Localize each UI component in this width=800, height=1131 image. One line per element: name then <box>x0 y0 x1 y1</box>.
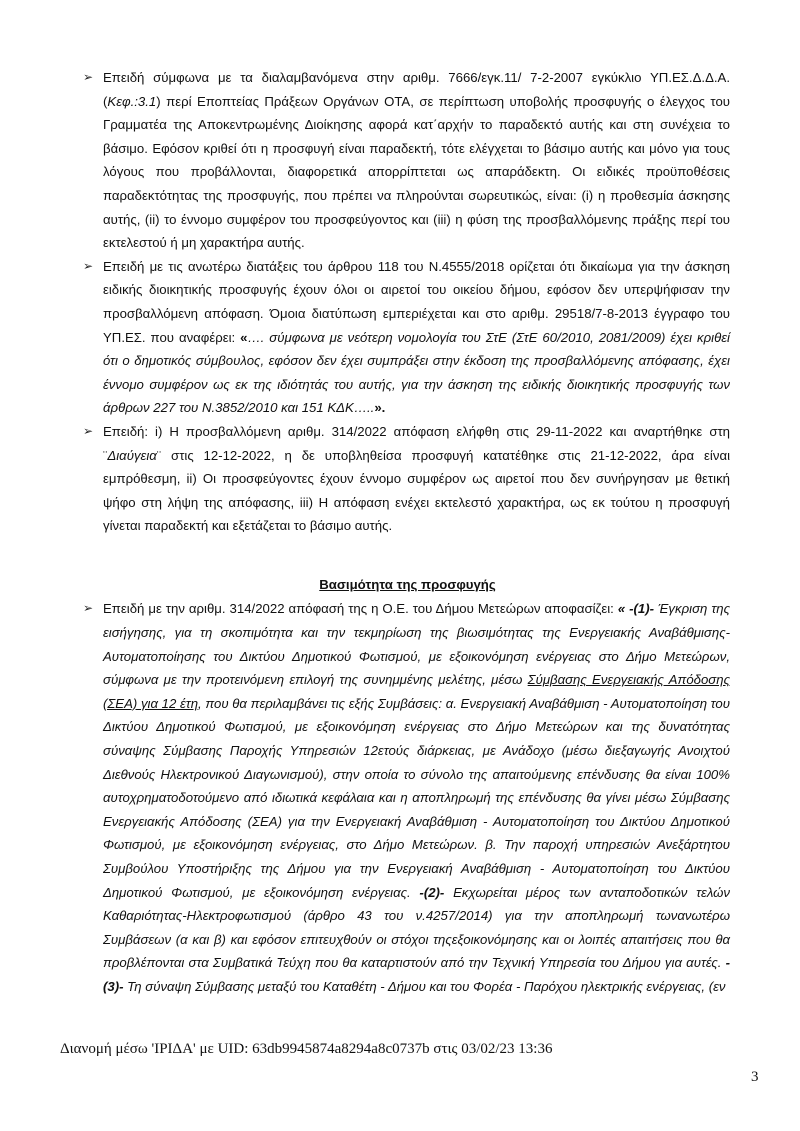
bullet-paragraph <box>85 597 730 998</box>
paragraph-text <box>103 255 730 420</box>
document-body <box>85 66 730 999</box>
arrow-bullet-icon: ➢ <box>83 258 94 273</box>
bullet-paragraph <box>85 66 730 255</box>
text-run: Επειδή με τις ανωτέρω διατάξεις του άρθρου 118 του Ν.4555/2018 ορίζεται ότι δικαίωμα για την άσκηση ειδικής διοικητικής προσφυγής έχουν όλοι οι αιρετοί του οικείου δήμου, εφόσον δεν υπερψήφισαν την προσβαλλόμενη απόφαση. Όμοια διατύπωση εμπεριέχεται και στο αριθμ. 29518/7-8-2013 έγγραφο του ΥΠ.ΕΣ. που αναφέρει: <box>103 258 730 345</box>
admissibility-section <box>85 66 730 538</box>
text-run: Έγκριση της εισήγησης, για τη σκοπιμότητα και την τεκμηρίωση της βιωσιμότητας της Ενεργειακής Αναβάθμισης-Αυτοματοποίησης του Δικτύου Δημοτικού Φωτισμού, με εξοικονόμηση ενέργειας στο Δήμο Μετεώρων, σύμφωνα με την προτεινόμενη επιλογή της συνημμένης μελέτης, μέσω <box>103 601 730 688</box>
text-run: Εκχωρείται μέρος των ανταποδοτικών τελών Καθαριότητας-Ηλεκτροφωτισμού (άρθρο 43 του ν.4257/2014) για την αποπληρωμή τωνανωτέρω Συμβάσεων (α και β) και εφόσον επιτευχθούν οι στόχοι τηςεξοικονόμησης και οι λοιπές απαιτήσεις που θα προβλέπονται στα Συμβατικά Τεύχη που θα καταρτιστούν από την Τεχνική Υπηρεσία του Δήμου για αυτές. <box>103 884 730 971</box>
text-run: , που θα περιλαμβάνει τις εξής Συμβάσεις: α. Ενεργειακή Αναβάθμιση - Αυτοματοποίηση του Δικτύου Δημοτικού Φωτισμού, με εξοικονόμηση ενέργειας στο Δήμο Μετεώρων και της δυνατότητας σύναψης Σύμβασης Παροχής Υπηρεσιών 12ετούς διάρκειας, με Ανάδοχο (μέσω διεξαγωγής Ανοιχτού Διεθνούς Ηλεκτρονικού Διαγωνισμού), στην οποία το σύνολο της απαιτούμενης επένδυσης θα είναι 100% αυτοχρηματοδοτούμενο από ιδιωτικά κεφάλαια και η αποπληρωμή της επένδυσης θα γίνει μέσω Σύμβασης Ενεργειακής Απόδοσης (ΣΕΑ) για την Ενεργειακή Αναβάθμιση - Αυτοματοποίηση του Δικτύου Δημοτικού Φωτισμού, με εξοικονόμηση ενέργειας, στο Δήμο Μετεώρων. β. Την παροχή υπηρεσιών Ανεξάρτητου Συμβούλου Υποστήριξης της Δήμου για την Ενεργειακή Αναβάθμιση - Αυτοματοποίηση του Δικτύου Δημοτικού Φωτισμού, με εξοικονόμηση ενέργειας. <box>103 695 731 900</box>
text-run: ». <box>374 400 386 416</box>
text-run: -(3)- <box>103 955 730 994</box>
arrow-bullet-icon: ➢ <box>83 70 94 84</box>
section-spacer <box>85 538 730 573</box>
text-run: « <box>240 329 248 345</box>
bullet-paragraph <box>85 420 730 538</box>
text-run: Επειδή με την αριθμ. 314/2022 απόφασή της η Ο.Ε. του Δήμου Μετεώρων αποφασίζει: <box>103 601 618 617</box>
text-run: ) περί Εποπτείας Πράξεων Οργάνων ΟΤΑ, σε περίπτωση υποβολής προσφυγής ο έλεγχος του Γραμματέα της Αποκεντρωμένης Διοίκησης αφορά κατ΄αρχήν το παραδεκτό αυτής και στη συνέχεια το βάσιμο. Εφόσον κριθεί ότι η προσφυγή είναι παραδεκτή, τότε ελέγχεται το βάσιμο αυτής και μόνο για τους λόγους που προβάλλονται, διαφορετικά απορρίπτεται ως απαράδεκτη. Οι ειδικές προϋποθέσεις παραδεκτότητας της προσφυγής, που πρέπει να πληρούνται σωρευτικώς, είναι: (i) η προθεσμία άσκησης αυτής, (ii) το έννομο συμφέρον του προσφεύγοντος και (iii) η φύση της προσβαλλόμενης πράξης περί του εκτελεστού ή μη χαρακτήρα αυτής. <box>103 93 730 251</box>
arrow-bullet-icon: ➢ <box>83 601 94 616</box>
text-run: « -(1)- <box>617 601 655 617</box>
text-run: -(2)- <box>419 884 445 900</box>
text-run: Επειδή: i) Η προσβαλλόμενη αριθμ. 314/2022 απόφαση ελήφθη στις 29-11-2022 και αναρτήθηκε στη ¨ <box>103 423 730 463</box>
merits-section <box>85 597 730 998</box>
paragraph-text <box>103 66 730 255</box>
paragraph-text <box>103 420 730 538</box>
distribution-footer: Διανομή μέσω 'ΙΡΙΔΑ' με UID: 63db9945874a8294a8c0737b στις 03/02/23 13:36 <box>60 1041 553 1057</box>
text-run: Σύμβασης Ενεργειακής Απόδοσης (ΣΕΑ) για 12 έτη <box>103 672 730 711</box>
text-run: Τη σύναψη Σύμβασης μεταξύ του Καταθέτη - Δήμου και του Φορέα - Παρόχου ηλεκτρικής ενέργειας, (εν <box>123 978 726 994</box>
text-run: …. σύμφωνα με νεότερη νομολογία του ΣτΕ (ΣτΕ 60/2010, 2081/2009) έχει κριθεί ότι ο δημοτικός σύμβουλος, εφόσον δεν έχει συμπράξει στην έκδοση της προσβαλλόμενης απόφασης, έχει έννομο συμφέρον ως εκ της ιδιότητάς του αυτής, για την άσκηση της ειδικής διοικητικής προσφυγής των άρθρων 227 του Ν.3852/2010 και 151 ΚΔΚ….. <box>103 329 730 416</box>
text-run: Επειδή σύμφωνα με τα διαλαμβανόμενα στην αριθμ. 7666/εγκ.11/ 7-2-2007 εγκύκλιο ΥΠ.ΕΣ.Δ.Δ.Α. ( <box>103 70 730 109</box>
arrow-bullet-icon: ➢ <box>83 423 94 438</box>
text-run: ¨ στις 12-12-2022, η δε υποβληθείσα προσφυγή κατατέθηκε στις 21-12-2022, άρα είναι εμπρόθεσμη, ii) Οι προσφεύγοντες έχουν έννομο συμφέρον ως αιρετοί που δεν συνήργησαν με θετική ψήφο στη λήψη της απόφασης, iii) Η απόφαση ενέχει εκτελεστό χαρακτήρα, ως εκ τούτου η προσφυγή γίνεται παραδεκτή και εξετάζεται το βάσιμο αυτής. <box>103 447 730 534</box>
text-run: Διαύγεια <box>107 447 157 463</box>
page-number: 3 <box>751 1069 759 1085</box>
section-heading: Βασιμότητα της προσφυγής <box>319 576 496 592</box>
bullet-paragraph <box>85 255 730 420</box>
paragraph-text <box>103 597 730 998</box>
text-run: Κεφ.:3.1 <box>107 93 157 109</box>
